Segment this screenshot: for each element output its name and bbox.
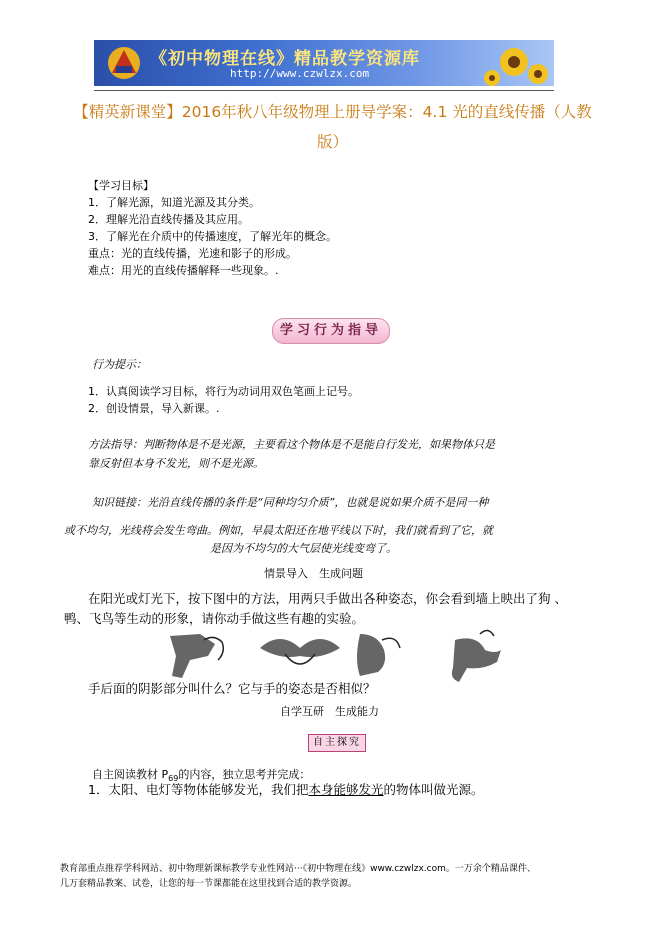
dog-shadow-figure xyxy=(170,634,223,678)
page-number-subscript: 69 xyxy=(168,774,179,784)
question-1 xyxy=(88,779,484,800)
knowledge-line-3: 是因为不均匀的大气层使光线变弯了。 xyxy=(210,542,397,555)
knowledge-line-1: 知识链接：光沿直线传播的条件是“同种均匀介质”，也就是说如果介质不是同一种 xyxy=(92,496,489,509)
title-line-1: 【精英新课堂】2016年秋八年级物理上册导学案：4.1 光的直线传播（人教 xyxy=(73,103,592,121)
rabbit-shadow-figure xyxy=(452,630,501,682)
selfstudy-heading: 自学互研 生成能力 xyxy=(280,705,379,718)
footer-line-1: 教育部重点推荐学科网站、初中物理新课标教学专业性网站···《初中物理在线》www.czwlzx.com。一万余个精品课件、 xyxy=(60,864,536,874)
difficulty: 难点：用光的直线传播解释一些现象。. xyxy=(88,264,279,277)
hand-shadow-illustrations xyxy=(160,626,520,684)
question-1-end: 的物体叫做光源。 xyxy=(383,782,484,797)
learning-guide-badge: 学习行为指导 xyxy=(272,318,390,344)
scene-paragraph-line-2: 鸭、飞鸟等生动的形象，请你动手做这些有趣的实验。 xyxy=(64,611,365,626)
goal-item-3: 3．了解光在介质中的传播速度，了解光年的概念。 xyxy=(88,230,337,243)
footer-text xyxy=(60,862,536,892)
method-line-1: 方法指导：判断物体是不是光源，主要看这个物体是不是能自行发光，如果物体只是 xyxy=(88,438,495,451)
self-explore-box: 自主探究 xyxy=(308,734,366,752)
question-1-answer: 本身能够发光 xyxy=(308,782,384,797)
question-1-start: 1．太阳、电灯等物体能够发光，我们把 xyxy=(88,782,309,797)
method-line-2: 靠反射但本身不发光，则不是光源。 xyxy=(88,457,264,470)
goal-item-1: 1．了解光源，知道光源及其分类。 xyxy=(88,196,260,209)
scene-heading: 情景导入 生成问题 xyxy=(264,567,363,580)
scene-paragraph-line-1: 在阳光或灯光下，按下图中的方法，用两只手做出各种姿态，你会看到墙上映出了狗 、 xyxy=(88,591,567,606)
goal-item-2: 2．理解光沿直线传播及其应用。 xyxy=(88,213,249,226)
banner-url[interactable]: http://www.czwlzx.com xyxy=(230,67,370,80)
title-line-2: 版） xyxy=(316,133,348,151)
duck-shadow-figure xyxy=(357,634,400,676)
page-title xyxy=(40,97,625,157)
footer-line-2: 几万套精品教案、试卷，让您的每一节课都能在这里找到合适的教学资源。 xyxy=(60,879,358,889)
instruction-start: 自主阅读教材 P xyxy=(92,768,169,781)
tips-heading: 行为提示： xyxy=(92,358,147,371)
banner-title: 《初中物理在线》精品教学资源库 xyxy=(150,49,420,69)
instruction-end: 的内容，独立思考并完成： xyxy=(178,768,311,781)
tip-item-2: 2．创设情景，导入新课。. xyxy=(88,402,220,415)
goals-heading: 【学习目标】 xyxy=(88,179,154,192)
scene-question: 手后面的阴影部分叫什么？它与手的姿态是否相似？ xyxy=(88,681,376,696)
key-point: 重点：光的直线传播，光速和影子的形成。 xyxy=(88,247,297,260)
bird-shadow-figure xyxy=(260,639,340,664)
knowledge-line-2: 或不均匀，光线将会发生弯曲。例如，早晨太阳还在地平线以下时，我们就看到了它，就 xyxy=(64,524,493,537)
header-divider xyxy=(94,90,554,91)
tip-item-1: 1．认真阅读学习目标，将行为动词用双色笔画上记号。 xyxy=(88,385,359,398)
